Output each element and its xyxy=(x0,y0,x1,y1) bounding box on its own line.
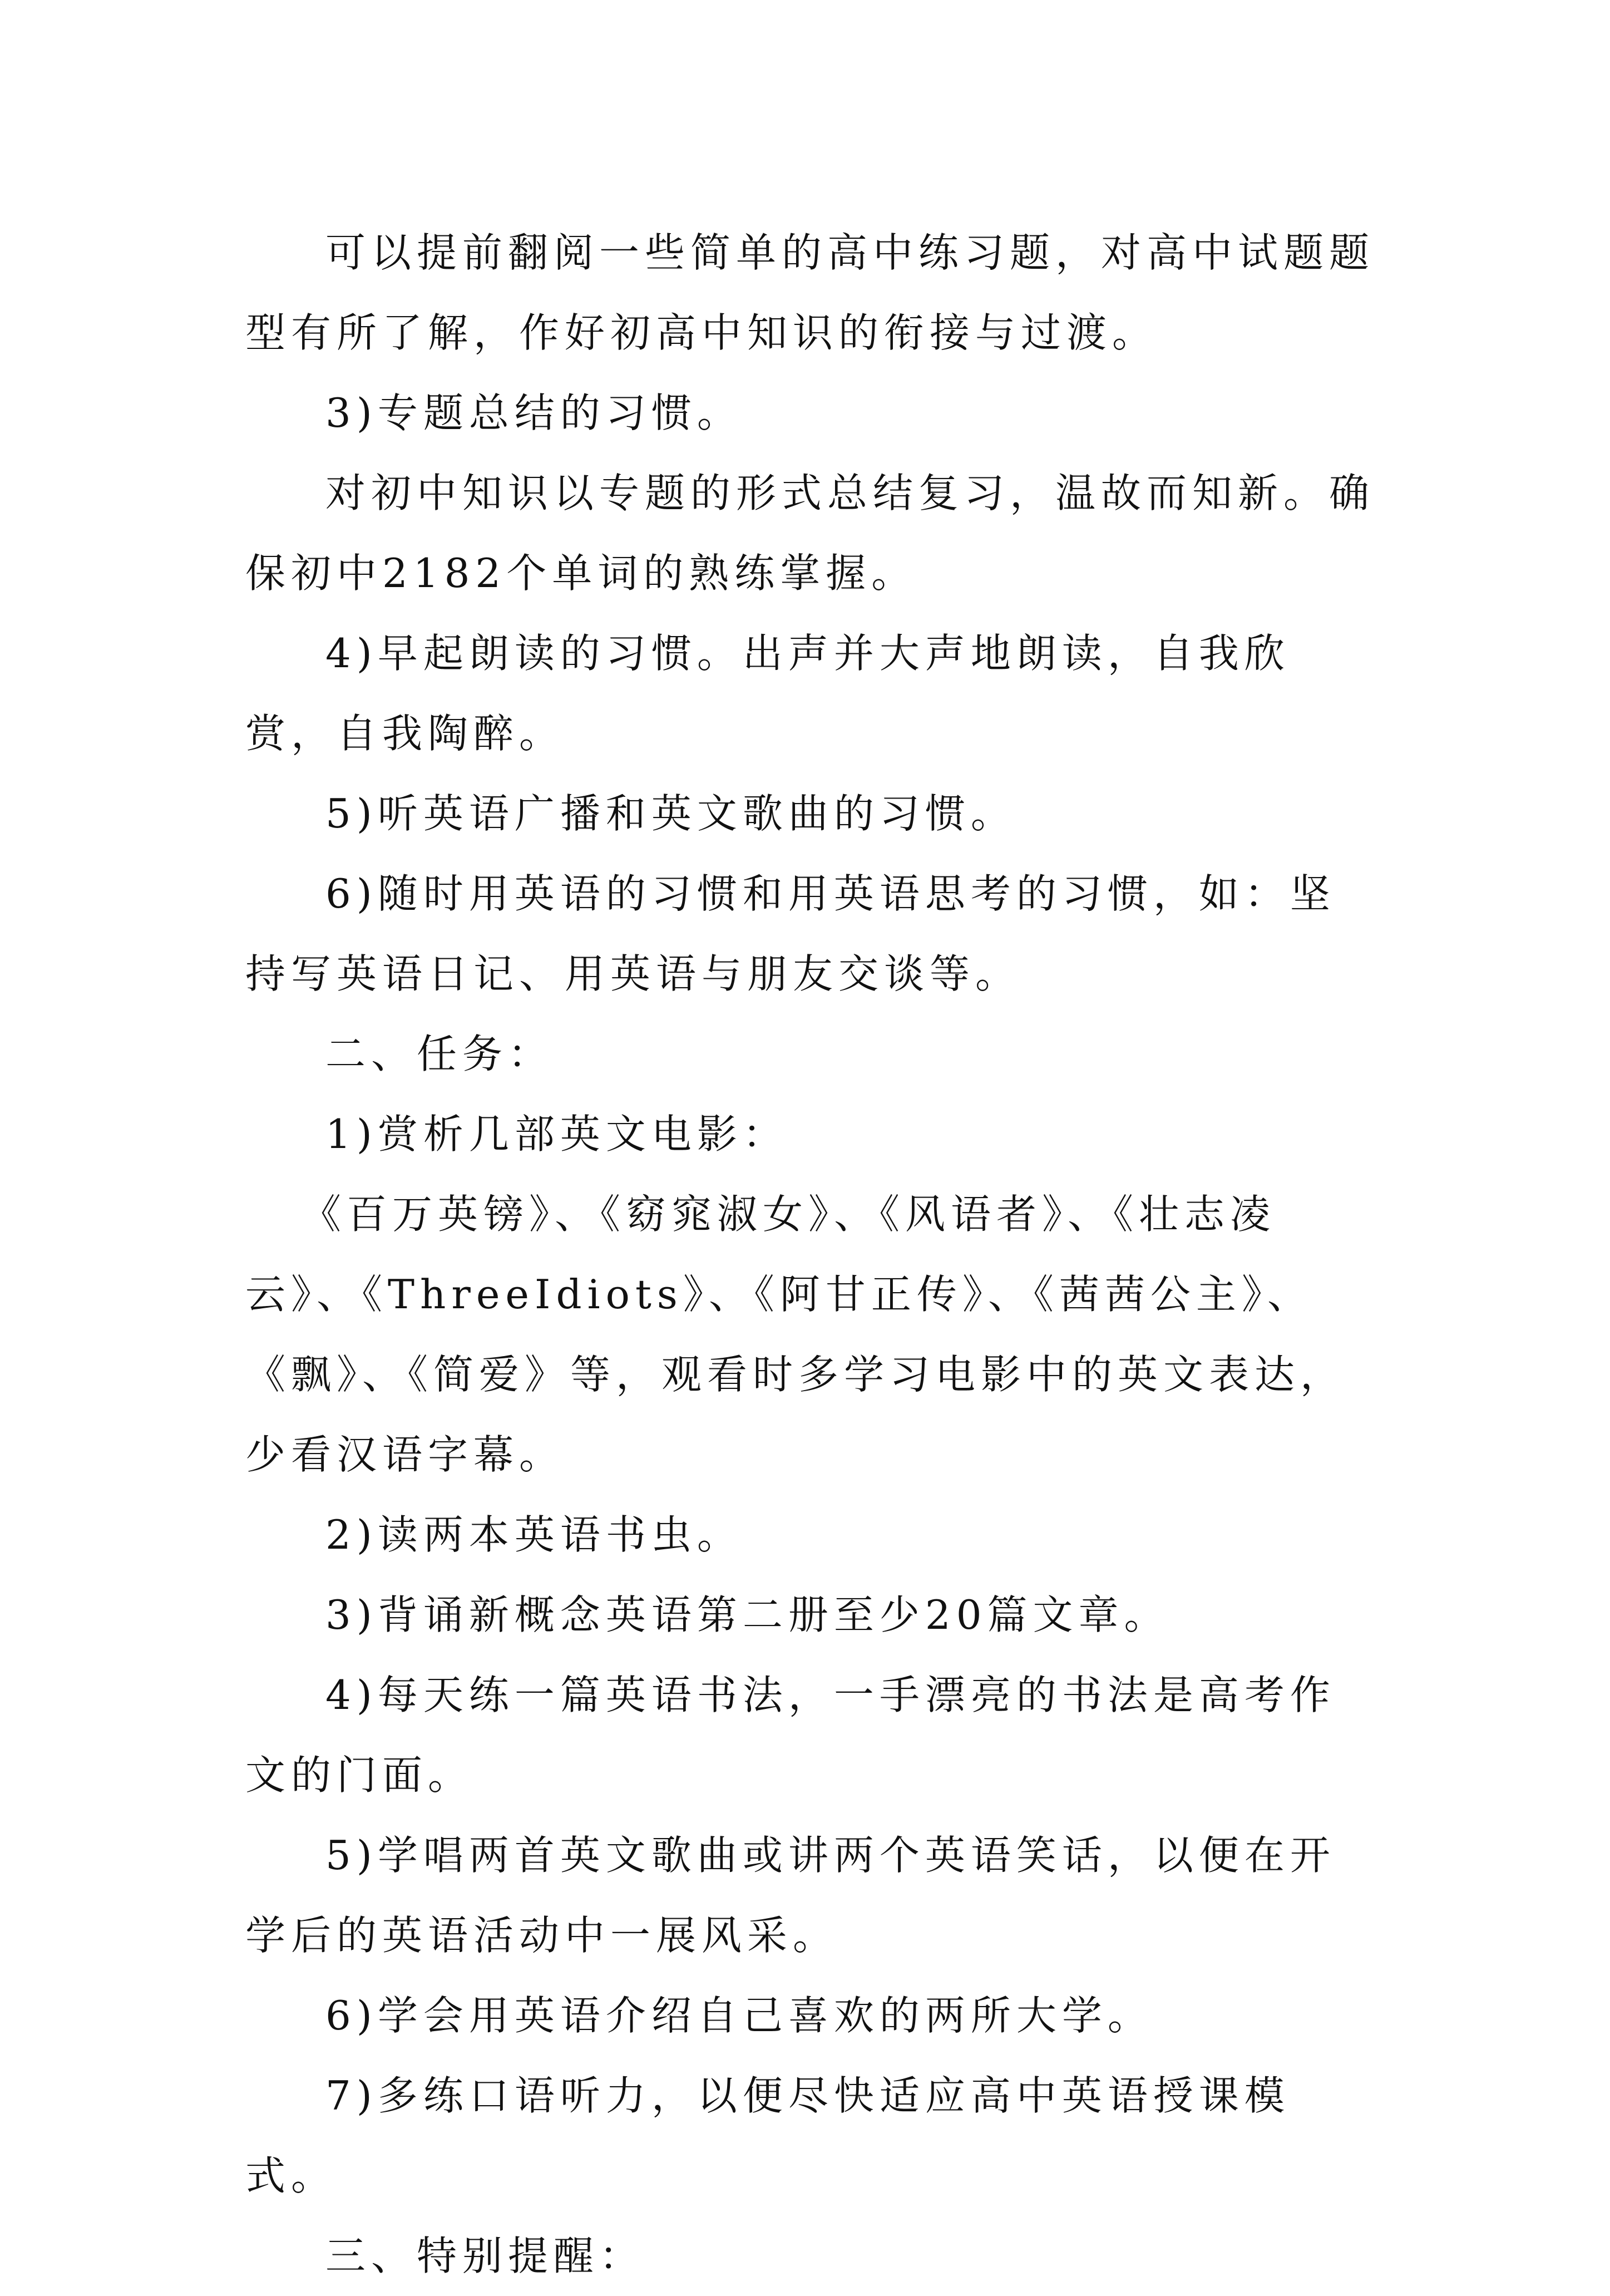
paragraph-habit-4: 4)早起朗读的习惯。出声并大声地朗读，自我欣赏，自我陶醉。 xyxy=(245,630,1290,757)
paragraph-prepare-exercises: 可以提前翻阅一些简单的高中练习题，对高中试题题型有所了解，作好初高中知识的衔接与过渡。 xyxy=(245,229,1375,356)
paragraph-habit-6: 6)随时用英语的习惯和用英语思考的习惯，如：坚持写英语日记、用英语与朋友交谈等。 xyxy=(245,870,1336,997)
section-heading-reminder: 三、特别提醒： xyxy=(325,2233,645,2279)
paragraph-task-4: 4)每天练一篇英语书法，一手漂亮的书法是高考作文的门面。 xyxy=(245,1672,1336,1799)
document-body xyxy=(245,213,1375,2296)
paragraph-task-2: 2)读两本英语书虫。 xyxy=(325,1511,743,1558)
paragraph-task-3: 3)背诵新概念英语第二册至少20篇文章。 xyxy=(325,1592,1170,1638)
section-heading-tasks: 二、任务： xyxy=(325,1031,554,1077)
paragraph-task-1: 1)赏析几部英文电影： xyxy=(325,1111,788,1157)
paragraph-task-6: 6)学会用英语介绍自己喜欢的两所大学。 xyxy=(325,1992,1153,2039)
paragraph-habit-5: 5)听英语广播和英文歌曲的习惯。 xyxy=(325,790,1016,837)
paragraph-task-5: 5)学唱两首英文歌曲或讲两个英语笑话，以便在开学后的英语活动中一展风采。 xyxy=(245,1832,1336,1959)
paragraph-movie-list: 《百万英镑》、《窈窕淑女》、《风语者》、《壮志凌云》、《ThreeIdiots》、《阿甘正传》、《茜茜公主》、《飘》、《简爱》等，观看时多学习电影中的英文表达，少看汉语字幕。 xyxy=(245,1191,1346,1478)
paragraph-review-vocabulary: 对初中知识以专题的形式总结复习，温故而知新。确保初中2182个单词的熟练掌握。 xyxy=(245,470,1375,597)
paragraph-task-7: 7)多练口语听力，以便尽快适应高中英语授课模式。 xyxy=(245,2072,1290,2199)
paragraph-habit-3: 3)专题总结的习惯。 xyxy=(325,390,743,436)
